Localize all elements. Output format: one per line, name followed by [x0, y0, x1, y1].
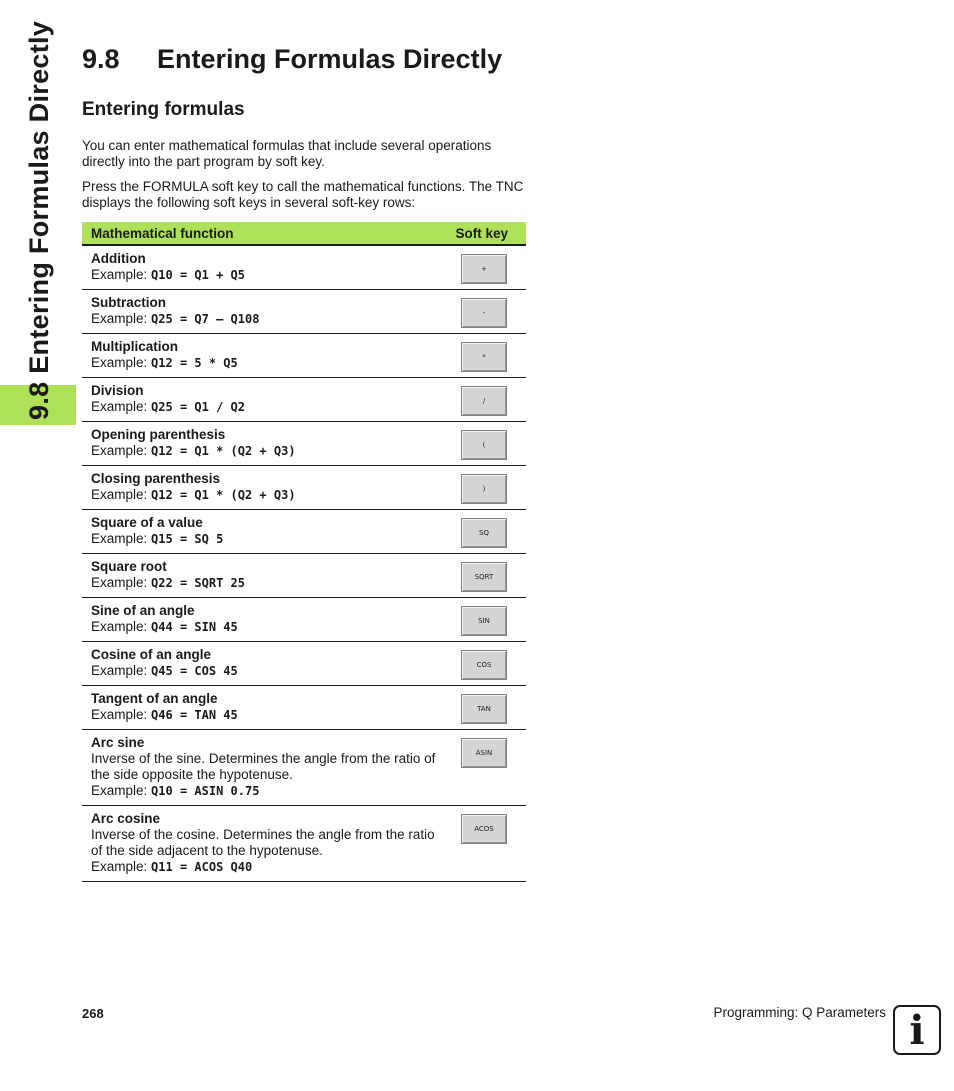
subsection-title: Entering formulas [82, 99, 245, 120]
function-cell [82, 466, 445, 510]
softkey-cell [445, 730, 526, 806]
table-row [82, 686, 526, 730]
table-row [82, 422, 526, 466]
softkey-button[interactable]: SIN [461, 606, 507, 636]
function-name: Opening parenthesis [91, 427, 226, 442]
example-code: Q10 = ASIN 0.75 [151, 784, 260, 798]
example-label: Example: [91, 663, 148, 678]
softkey-button[interactable]: ) [461, 474, 507, 504]
function-cell [82, 554, 445, 598]
softkey-button[interactable]: SQRT [461, 562, 507, 592]
softkey-cell [445, 598, 526, 642]
function-example [91, 619, 436, 635]
softkey-cell [445, 554, 526, 598]
function-example [91, 859, 436, 875]
softkey-button[interactable]: / [461, 386, 507, 416]
function-example [91, 267, 436, 283]
function-example [91, 399, 436, 415]
example-code: Q11 = ACOS Q40 [151, 860, 253, 874]
function-name: Division [91, 383, 144, 398]
softkey-button[interactable]: COS [461, 650, 507, 680]
function-description: Inverse of the sine. Determines the angle from the ratio of the side opposite the hypotenuse. [91, 751, 436, 782]
function-example [91, 663, 436, 679]
function-cell [82, 598, 445, 642]
function-example [91, 443, 436, 459]
page-title [82, 44, 502, 75]
chapter-side-tab [0, 0, 76, 440]
example-code: Q44 = SIN 45 [151, 620, 238, 634]
example-code: Q25 = Q1 / Q2 [151, 400, 245, 414]
example-code: Q25 = Q7 – Q108 [151, 312, 260, 326]
softkey-button[interactable]: TAN [461, 694, 507, 724]
softkey-button[interactable]: ( [461, 430, 507, 460]
function-name: Arc cosine [91, 811, 161, 826]
table-row [82, 730, 526, 806]
example-label: Example: [91, 487, 148, 502]
function-example [91, 311, 436, 327]
softkey-cell [445, 290, 526, 334]
softkey-button[interactable]: ACOS [461, 814, 507, 844]
example-code: Q22 = SQRT 25 [151, 576, 245, 590]
function-name: Addition [91, 251, 146, 266]
function-cell [82, 806, 445, 882]
table-row [82, 290, 526, 334]
example-label: Example: [91, 783, 148, 798]
example-code: Q46 = TAN 45 [151, 708, 238, 722]
function-cell [82, 378, 445, 422]
table-row [82, 642, 526, 686]
table-row [82, 510, 526, 554]
example-code: Q12 = Q1 * (Q2 + Q3) [151, 488, 296, 502]
softkey-button[interactable]: ASIN [461, 738, 507, 768]
example-code: Q45 = COS 45 [151, 664, 238, 678]
example-label: Example: [91, 267, 148, 282]
function-cell [82, 290, 445, 334]
formula-paragraph: Press the FORMULA soft key to call the mathematical functions. The TNC displays the following soft keys in several soft-key rows: [82, 179, 524, 210]
function-name: Multiplication [91, 339, 178, 354]
example-label: Example: [91, 575, 148, 590]
example-label: Example: [91, 619, 148, 634]
function-cell [82, 642, 445, 686]
function-name: Sine of an angle [91, 603, 195, 618]
function-name: Cosine of an angle [91, 647, 212, 662]
table-row [82, 466, 526, 510]
softkey-cell [445, 422, 526, 466]
example-label: Example: [91, 443, 148, 458]
function-name: Square root [91, 559, 167, 574]
table-row [82, 554, 526, 598]
function-description: Inverse of the cosine. Determines the angle from the ratio of the side adjacent to the hypotenuse. [91, 827, 435, 858]
function-cell [82, 245, 445, 290]
function-cell [82, 334, 445, 378]
section-number: 9.8 [82, 44, 120, 74]
section-title: Entering Formulas Directly [157, 44, 503, 74]
softkey-button[interactable]: SQ [461, 518, 507, 548]
softkey-cell [445, 686, 526, 730]
softkey-cell [445, 642, 526, 686]
function-name: Arc sine [91, 735, 145, 750]
function-example [91, 575, 436, 591]
example-label: Example: [91, 859, 148, 874]
function-name: Tangent of an angle [91, 691, 218, 706]
softkey-cell [445, 378, 526, 422]
softkey-button[interactable]: + [461, 254, 507, 284]
example-label: Example: [91, 355, 148, 370]
side-tab-label: 9.8 Entering Formulas Directly [24, 20, 54, 420]
example-label: Example: [91, 311, 148, 326]
info-icon: i [893, 1005, 941, 1055]
intro-paragraph: You can enter mathematical formulas that include several operations directly into the part program by soft key. [82, 138, 492, 169]
table-row [82, 806, 526, 882]
function-example [91, 487, 436, 503]
page-number: 268 [82, 1006, 104, 1021]
example-code: Q15 = SQ 5 [151, 532, 224, 546]
table-body [82, 245, 526, 882]
function-cell [82, 686, 445, 730]
table-header-row [82, 222, 526, 245]
softkey-cell [445, 245, 526, 290]
example-code: Q10 = Q1 + Q5 [151, 268, 245, 282]
function-table [82, 222, 526, 882]
function-example [91, 707, 436, 723]
table-row [82, 245, 526, 290]
function-example [91, 355, 436, 371]
function-example [91, 783, 436, 799]
function-example [91, 531, 436, 547]
footer-section-title: Programming: Q Parameters [713, 1005, 886, 1020]
table-row [82, 334, 526, 378]
softkey-button[interactable]: * [461, 342, 507, 372]
softkey-cell [445, 466, 526, 510]
function-cell [82, 510, 445, 554]
function-name: Square of a value [91, 515, 203, 530]
softkey-cell [445, 510, 526, 554]
column-header-softkey: Soft key [445, 222, 526, 245]
softkey-button[interactable]: - [461, 298, 507, 328]
softkey-cell [445, 334, 526, 378]
function-cell [82, 730, 445, 806]
function-name: Closing parenthesis [91, 471, 221, 486]
function-name: Subtraction [91, 295, 167, 310]
table-row [82, 598, 526, 642]
table-row [82, 378, 526, 422]
column-header-function: Mathematical function [82, 222, 445, 245]
softkey-cell [445, 806, 526, 882]
example-code: Q12 = 5 * Q5 [151, 356, 238, 370]
function-cell [82, 422, 445, 466]
example-label: Example: [91, 531, 148, 546]
example-label: Example: [91, 399, 148, 414]
example-code: Q12 = Q1 * (Q2 + Q3) [151, 444, 296, 458]
example-label: Example: [91, 707, 148, 722]
